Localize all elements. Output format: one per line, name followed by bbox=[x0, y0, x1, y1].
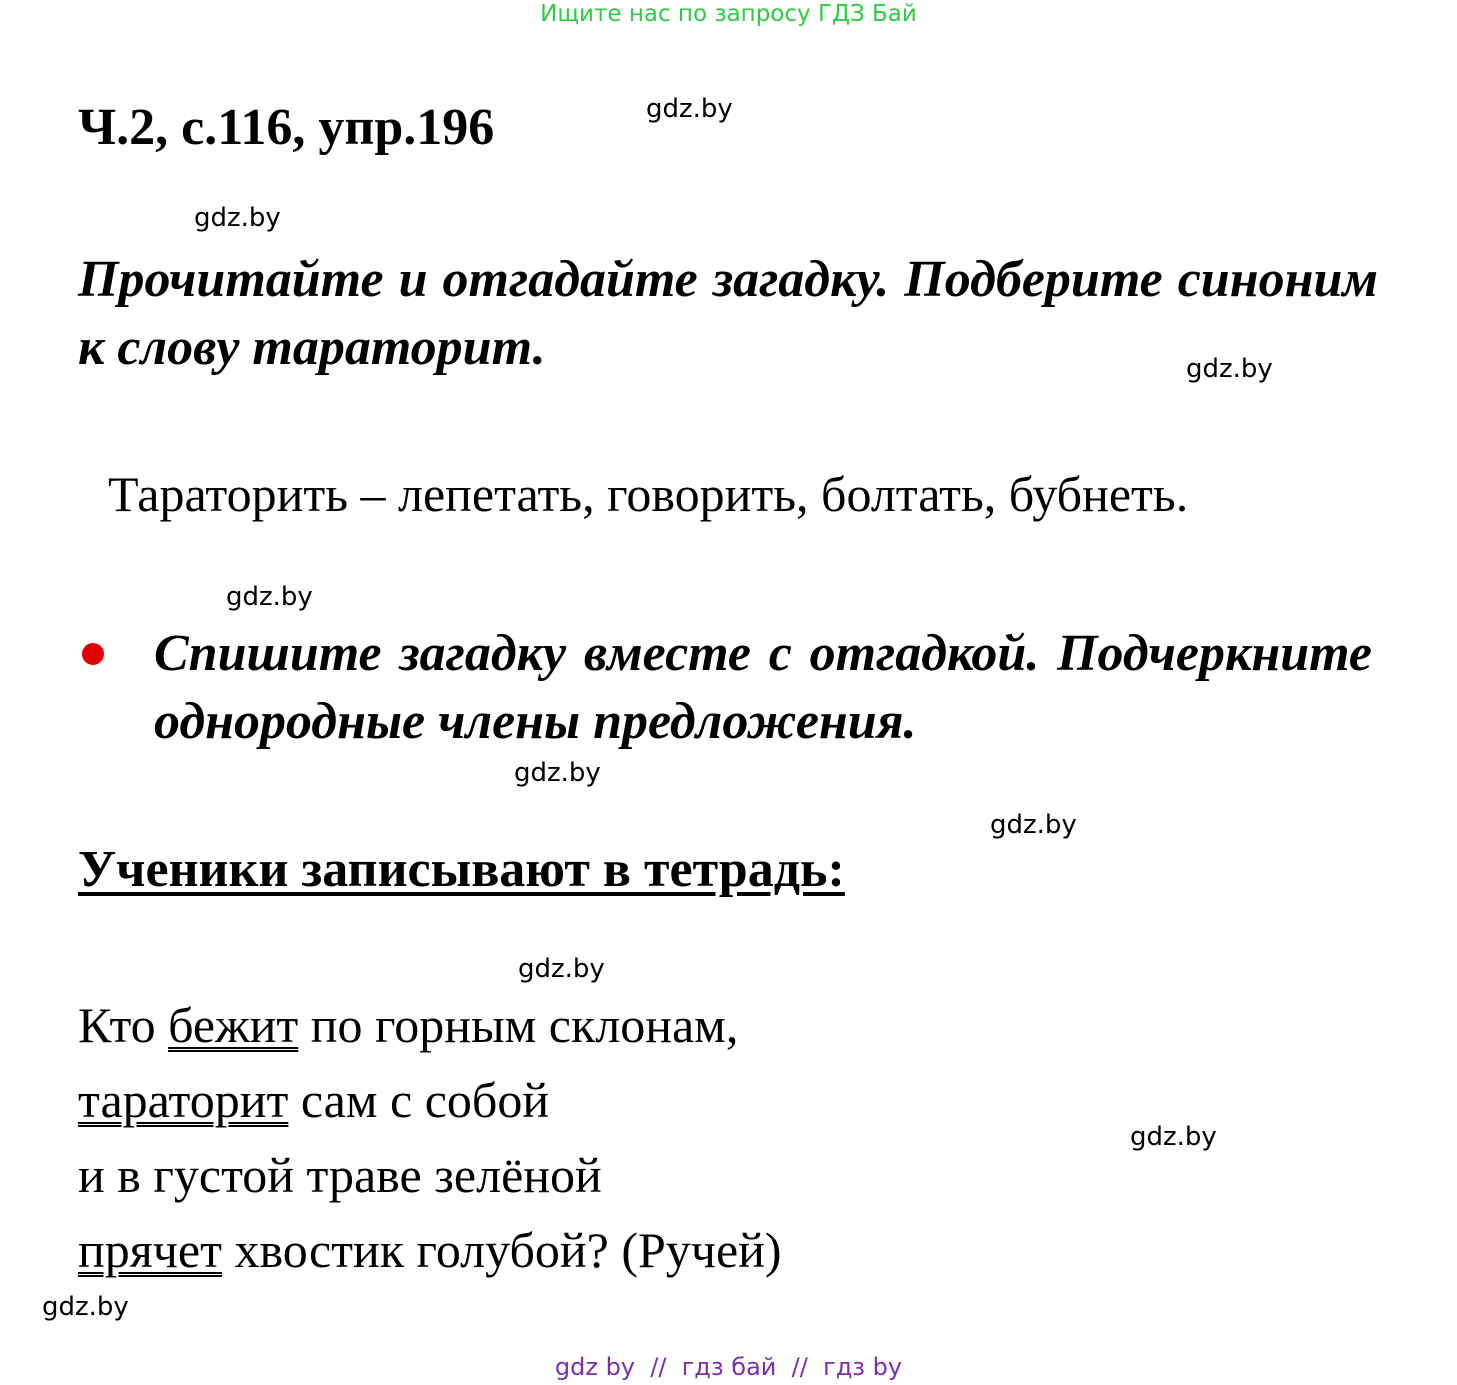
task-instruction-2: Спишите загадку вместе с отгадкой. Подчеркните однородные члены предложения. bbox=[154, 625, 1372, 750]
watermark: gdz.by bbox=[194, 203, 281, 233]
watermark: gdz.by bbox=[518, 954, 605, 984]
underlined-verb: тараторит bbox=[78, 1072, 289, 1128]
poem-line: тараторит сам с собой bbox=[78, 1072, 550, 1128]
notebook-heading: Ученики записывают в тетрадь: bbox=[78, 841, 845, 898]
task-instruction: Прочитайте и отгадайте загадку. Подберите синоним к слову тараторит. bbox=[78, 251, 1378, 376]
watermark: gdz.by bbox=[514, 758, 601, 788]
poem-line: Кто бежит по горным склонам, bbox=[78, 997, 739, 1053]
poem-line: прячет хвостик голубой? (Ручей) bbox=[78, 1222, 782, 1278]
watermark: gdz.by bbox=[1186, 354, 1273, 384]
riddle-poem bbox=[78, 988, 782, 1288]
page-title: Ч.2, с.116, упр.196 bbox=[78, 99, 495, 156]
watermark: gdz.by bbox=[646, 94, 733, 124]
footer-links[interactable]: gdz by // гдз бай // гдз by bbox=[554, 1353, 903, 1381]
site-banner: Ищите нас по запросу ГДЗ Бай bbox=[540, 1, 917, 27]
underlined-verb: бежит bbox=[168, 997, 299, 1053]
watermark: gdz.by bbox=[1130, 1122, 1217, 1152]
watermark: gdz.by bbox=[226, 582, 313, 612]
synonym-answer: Тараторить – лепетать, говорить, болтать, бубнеть. bbox=[108, 466, 1189, 522]
underlined-verb: прячет bbox=[78, 1222, 222, 1278]
poem-line: и в густой траве зелёной bbox=[78, 1147, 602, 1203]
watermark: gdz.by bbox=[990, 810, 1077, 840]
bullet-icon bbox=[82, 643, 104, 665]
watermark: gdz.by bbox=[42, 1292, 129, 1322]
